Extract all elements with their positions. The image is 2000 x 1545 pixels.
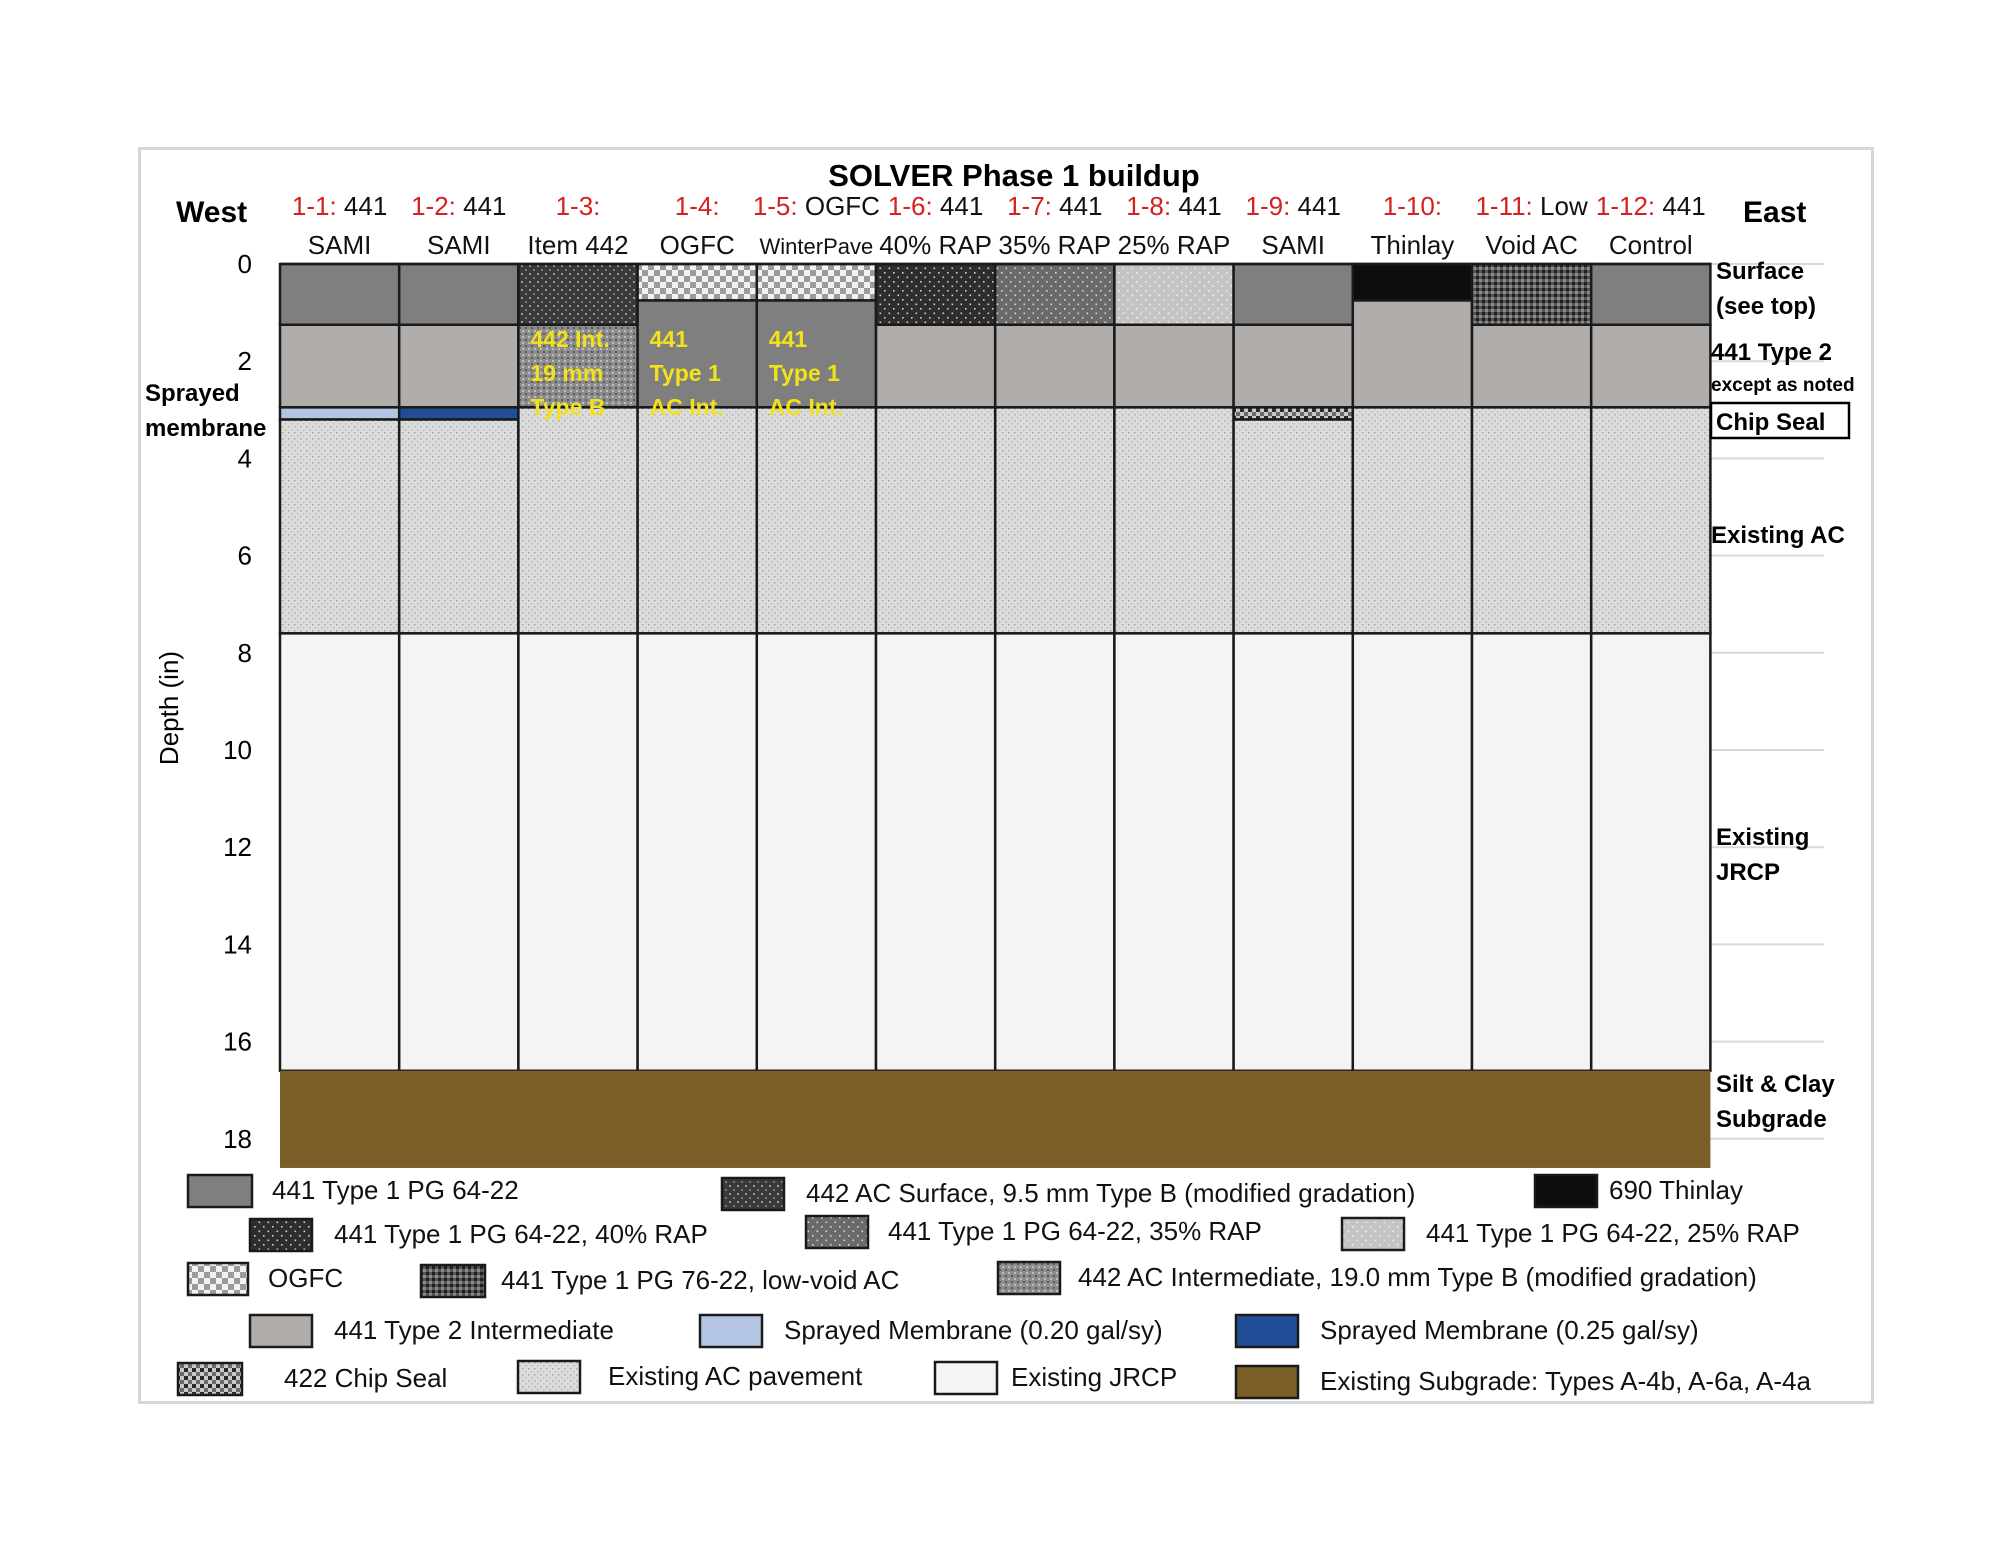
right-label-type2-2: except as noted bbox=[1711, 375, 1855, 396]
right-label-surface-2: (see top) bbox=[1716, 293, 1817, 320]
section-header-8: 1-8: 441 bbox=[1126, 191, 1222, 221]
section-headers bbox=[292, 191, 1706, 260]
section-header-3: 1-3: bbox=[555, 191, 601, 221]
legend-label-i442: 442 AC Intermediate, 19.0 mm Type B (modified gradation) bbox=[1078, 1262, 1757, 1292]
layer-ac-col-7 bbox=[995, 407, 1114, 633]
legend-swatch-i442 bbox=[998, 1262, 1060, 1294]
layer-blocks bbox=[280, 264, 1710, 1168]
layer-jrcp-col-12 bbox=[1591, 633, 1710, 1070]
layer-jrcp-col-6 bbox=[876, 633, 995, 1070]
sprayed-label-line2: membrane bbox=[145, 415, 267, 442]
layer-t1-col-4 bbox=[638, 300, 757, 407]
section-subheader-10: Thinlay bbox=[1370, 230, 1455, 260]
layer-t2-col-8 bbox=[1114, 325, 1233, 408]
layer-ac-col-2 bbox=[399, 420, 518, 634]
legend-label-rap35: 441 Type 1 PG 64-22, 35% RAP bbox=[888, 1216, 1262, 1246]
layer-t2-col-12 bbox=[1591, 325, 1710, 408]
layer-ac-col-3 bbox=[518, 407, 637, 633]
layer-jrcp-col-10 bbox=[1353, 633, 1472, 1070]
right-label-subgrade-2: Subgrade bbox=[1716, 1106, 1827, 1133]
layer-t1-col-12 bbox=[1591, 264, 1710, 325]
legend-label-thin: 690 Thinlay bbox=[1609, 1175, 1743, 1205]
layer-t1-col-1 bbox=[280, 264, 399, 325]
legend-swatch-lv bbox=[421, 1265, 485, 1297]
y-tick-label: 10 bbox=[223, 735, 252, 765]
legend-label-sub: Existing Subgrade: Types A-4b, A-6a, A-4a bbox=[1320, 1366, 1811, 1396]
legend-swatch-sm20 bbox=[700, 1315, 762, 1347]
legend-swatch-t1 bbox=[188, 1175, 252, 1207]
y-tick-label: 6 bbox=[237, 540, 252, 571]
legend-label-t1: 441 Type 1 PG 64-22 bbox=[272, 1175, 519, 1205]
section-header-9: 1-9: 441 bbox=[1245, 191, 1341, 221]
layer-sub-col-all bbox=[280, 1071, 1710, 1168]
legend-label-lv: 441 Type 1 PG 76-22, low-void AC bbox=[501, 1265, 900, 1295]
right-label-subgrade-1: Silt & Clay bbox=[1716, 1071, 1835, 1098]
layer-jrcp-col-4 bbox=[638, 633, 757, 1070]
layer-ac-col-8 bbox=[1114, 407, 1233, 633]
legend-label-ogfc: OGFC bbox=[268, 1263, 344, 1293]
layer-t2-col-9 bbox=[1234, 325, 1353, 408]
legend-swatch-thin bbox=[1535, 1175, 1597, 1207]
intermediate-label: 441 bbox=[649, 325, 688, 352]
legend-swatch-ac bbox=[518, 1361, 580, 1393]
layer-ac-col-5 bbox=[757, 407, 876, 633]
layer-t2-col-10 bbox=[1353, 300, 1472, 407]
legend-swatch-ogfc bbox=[188, 1263, 248, 1295]
y-tick-label: 18 bbox=[223, 1123, 252, 1154]
layer-ogfc-col-5 bbox=[757, 264, 876, 300]
layer-t1-col-5 bbox=[757, 300, 876, 407]
legend-label-sm20: Sprayed Membrane (0.20 gal/sy) bbox=[784, 1315, 1163, 1345]
legend-label-sm25: Sprayed Membrane (0.25 gal/sy) bbox=[1320, 1315, 1699, 1345]
section-subheader-7: 35% RAP bbox=[998, 230, 1112, 260]
y-tick-label: 12 bbox=[223, 832, 252, 863]
layer-thin-col-10 bbox=[1353, 264, 1472, 300]
legend-swatch-sm25 bbox=[1236, 1315, 1298, 1347]
section-header-12: 1-12: 441 bbox=[1595, 191, 1706, 221]
layer-t2-col-1 bbox=[280, 325, 399, 408]
intermediate-label: Type 1 bbox=[768, 359, 840, 386]
right-label-jrcp-1: Existing bbox=[1716, 824, 1810, 851]
legend-label-s442: 442 AC Surface, 9.5 mm Type B (modified gradation) bbox=[806, 1178, 1416, 1208]
layer-sm25-col-2 bbox=[399, 407, 518, 419]
y-tick-label: 2 bbox=[237, 346, 252, 377]
section-subheader-2: SAMI bbox=[427, 230, 491, 260]
legend-label-rap40: 441 Type 1 PG 64-22, 40% RAP bbox=[334, 1219, 708, 1249]
layer-ogfc-col-4 bbox=[638, 264, 757, 300]
section-subheader-9: SAMI bbox=[1261, 230, 1325, 260]
layer-sm20-col-1 bbox=[280, 407, 399, 419]
legend-swatch-rap35 bbox=[806, 1216, 868, 1248]
legend bbox=[178, 1175, 1811, 1398]
section-header-11: 1-11: Low bbox=[1475, 191, 1588, 221]
layer-t2-col-11 bbox=[1472, 325, 1591, 408]
right-label-type2-1: 441 Type 2 bbox=[1711, 339, 1832, 366]
section-subheader-4: OGFC bbox=[659, 230, 735, 260]
legend-swatch-sub bbox=[1236, 1366, 1298, 1398]
right-label-surface-1: Surface bbox=[1716, 258, 1805, 285]
section-header-4: 1-4: bbox=[674, 191, 720, 221]
legend-label-t2: 441 Type 2 Intermediate bbox=[334, 1315, 614, 1345]
layer-chip-col-9 bbox=[1234, 407, 1353, 419]
layer-t1-col-9 bbox=[1234, 264, 1353, 325]
layer-ac-col-9 bbox=[1234, 420, 1353, 634]
legend-label-chip: 422 Chip Seal bbox=[284, 1363, 448, 1393]
layer-lv-col-11 bbox=[1472, 264, 1591, 325]
layer-s442-col-3 bbox=[518, 264, 637, 325]
west-label: West bbox=[176, 196, 248, 229]
intermediate-labels bbox=[530, 326, 843, 420]
legend-swatch-rap40 bbox=[250, 1219, 312, 1251]
layer-ac-col-10 bbox=[1353, 407, 1472, 633]
layer-ac-col-1 bbox=[280, 420, 399, 634]
right-label-chip: Chip Seal bbox=[1716, 409, 1826, 436]
legend-swatch-rap25 bbox=[1342, 1218, 1404, 1250]
layer-rap35-col-7 bbox=[995, 264, 1114, 325]
section-subheader-3: Item 442 bbox=[527, 230, 629, 260]
intermediate-label: 441 bbox=[768, 325, 808, 352]
legend-swatch-jrcp bbox=[935, 1362, 997, 1394]
section-header-1: 1-1: 441 bbox=[291, 191, 388, 221]
layer-jrcp-col-2 bbox=[399, 633, 518, 1070]
section-header-2: 1-2: 441 bbox=[411, 191, 507, 221]
intermediate-label: 19 mm bbox=[530, 359, 604, 386]
y-tick-label: 4 bbox=[237, 443, 252, 474]
intermediate-label: Type B bbox=[530, 393, 606, 420]
legend-swatch-s442 bbox=[722, 1178, 784, 1210]
legend-label-jrcp: Existing JRCP bbox=[1011, 1362, 1178, 1392]
section-header-6: 1-6: 441 bbox=[887, 191, 984, 221]
right-label-existing-ac: Existing AC bbox=[1711, 522, 1845, 549]
layer-t1-col-2 bbox=[399, 264, 518, 325]
section-header-5: 1-5: OGFC bbox=[752, 191, 880, 221]
section-subheader-1: SAMI bbox=[307, 230, 372, 260]
layer-ac-col-12 bbox=[1591, 407, 1710, 633]
legend-swatch-chip bbox=[178, 1363, 242, 1395]
layer-jrcp-col-5 bbox=[757, 633, 876, 1070]
layer-t2-col-7 bbox=[995, 325, 1114, 408]
section-subheader-5: WinterPave bbox=[759, 234, 874, 259]
section-subheader-8: 25% RAP bbox=[1117, 230, 1231, 260]
layer-ac-col-11 bbox=[1472, 407, 1591, 633]
layer-jrcp-col-8 bbox=[1114, 633, 1233, 1070]
section-subheader-12: Control bbox=[1608, 230, 1693, 260]
y-tick-label: 14 bbox=[223, 929, 252, 960]
intermediate-label: Type 1 bbox=[649, 359, 721, 386]
layer-rap25-col-8 bbox=[1114, 264, 1233, 325]
right-label-jrcp-2: JRCP bbox=[1716, 859, 1781, 886]
layer-ac-col-4 bbox=[638, 407, 757, 633]
legend-label-rap25: 441 Type 1 PG 64-22, 25% RAP bbox=[1426, 1218, 1800, 1248]
chart-title: SOLVER Phase 1 buildup bbox=[828, 158, 1200, 193]
layer-rap40-col-6 bbox=[876, 264, 995, 325]
layer-jrcp-col-9 bbox=[1234, 633, 1353, 1070]
section-subheader-6: 40% RAP bbox=[879, 230, 992, 260]
layer-jrcp-col-7 bbox=[995, 633, 1114, 1070]
layer-jrcp-col-1 bbox=[280, 633, 399, 1070]
intermediate-label: 442 Int. bbox=[530, 325, 610, 352]
section-header-10: 1-10: bbox=[1382, 191, 1443, 221]
layer-ac-col-6 bbox=[876, 407, 995, 633]
intermediate-label: AC Int. bbox=[768, 393, 843, 420]
section-subheader-11: Void AC bbox=[1485, 230, 1578, 260]
layer-jrcp-col-11 bbox=[1472, 633, 1591, 1070]
y-tick-label: 8 bbox=[237, 637, 252, 668]
layer-t2-col-2 bbox=[399, 325, 518, 408]
y-axis-label: Depth (in) bbox=[154, 650, 184, 766]
y-tick-label: 16 bbox=[223, 1026, 252, 1057]
east-label: East bbox=[1743, 196, 1807, 229]
intermediate-label: AC Int. bbox=[649, 393, 724, 420]
legend-swatch-t2 bbox=[250, 1315, 312, 1347]
layer-t2-col-6 bbox=[876, 325, 995, 408]
y-tick-label: 0 bbox=[237, 249, 252, 279]
section-header-7: 1-7: 441 bbox=[1007, 191, 1103, 221]
sprayed-label-line1: Sprayed bbox=[145, 380, 240, 407]
layer-jrcp-col-3 bbox=[518, 633, 637, 1070]
legend-label-ac: Existing AC pavement bbox=[608, 1361, 863, 1391]
